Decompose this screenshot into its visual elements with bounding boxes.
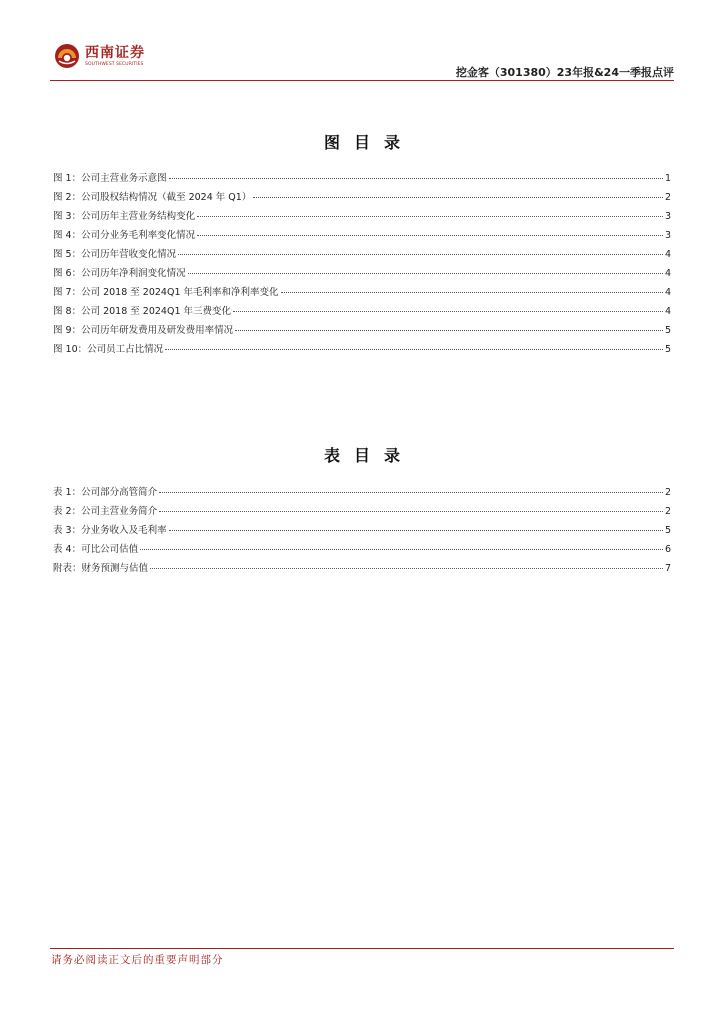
toc-entry-label[interactable]: 表 2：公司主营业务简介 [53, 506, 158, 517]
toc-entry-page[interactable]: 2 [664, 487, 671, 498]
toc-entry[interactable] [53, 484, 671, 503]
toc-entry-page[interactable]: 4 [664, 249, 671, 260]
toc-entry[interactable] [53, 560, 671, 579]
toc-entry[interactable] [53, 322, 671, 341]
toc-entry-label[interactable]: 图 7：公司 2018 至 2024Q1 年毛利率和净利率变化 [53, 287, 279, 298]
toc-entry[interactable] [53, 503, 671, 522]
toc-entry-label[interactable]: 图 10：公司员工占比情况 [53, 344, 164, 355]
toc-entry-label[interactable]: 图 2：公司股权结构情况（截至 2024 年 Q1） [53, 192, 252, 203]
toc-leader-dots [159, 511, 663, 512]
header-divider [50, 80, 674, 81]
toc-entry[interactable] [53, 227, 671, 246]
logo-mark-icon [54, 43, 80, 69]
toc-entry-page[interactable]: 5 [664, 344, 671, 355]
toc-entry[interactable] [53, 246, 671, 265]
footer-divider [50, 948, 674, 949]
toc-entry-label[interactable]: 图 3：公司历年主营业务结构变化 [53, 211, 196, 222]
toc-leader-dots [235, 330, 663, 331]
toc-entry-page[interactable]: 5 [664, 325, 671, 336]
company-logo [54, 43, 164, 73]
toc-entry-label[interactable]: 表 1：公司部分高管简介 [53, 487, 158, 498]
toc-entry[interactable] [53, 303, 671, 322]
toc-entry[interactable] [53, 284, 671, 303]
toc-entry-label[interactable]: 表 3：分业务收入及毛利率 [53, 525, 167, 536]
page-header [0, 0, 724, 82]
toc-entry-page[interactable]: 2 [664, 506, 671, 517]
toc-entry-page[interactable]: 2 [664, 192, 671, 203]
toc-entry-label[interactable]: 图 8：公司 2018 至 2024Q1 年三费变化 [53, 306, 232, 317]
report-title: 挖金客（301380）23年报&24一季报点评 [455, 66, 674, 79]
logo-name-en: SOUTHWEST SECURITIES [85, 62, 144, 67]
toc-entry[interactable] [53, 189, 671, 208]
toc-leader-dots [188, 273, 663, 274]
toc-entry-page[interactable]: 3 [664, 211, 671, 222]
toc-entry-label[interactable]: 表 4：可比公司估值 [53, 544, 139, 555]
toc-entry[interactable] [53, 541, 671, 560]
toc-leader-dots [197, 235, 663, 236]
toc-entry[interactable] [53, 170, 671, 189]
toc-entry-label[interactable]: 图 1：公司主营业务示意图 [53, 173, 167, 184]
toc-entry-label[interactable]: 图 4：公司分业务毛利率变化情况 [53, 230, 196, 241]
logo-name-cn: 西南证券 [85, 45, 145, 61]
toc-entry-label[interactable]: 图 6：公司历年净利润变化情况 [53, 268, 186, 279]
toc-leader-dots [233, 311, 663, 312]
toc-leader-dots [169, 530, 663, 531]
toc-entry-page[interactable]: 4 [664, 287, 671, 298]
toc-entry-page[interactable]: 6 [664, 544, 671, 555]
table-toc-list [53, 484, 671, 579]
table-toc-title: 表目录 [323, 446, 414, 465]
toc-entry-page[interactable]: 5 [664, 525, 671, 536]
toc-entry-page[interactable]: 3 [664, 230, 671, 241]
toc-entry-label[interactable]: 图 5：公司历年营收变化情况 [53, 249, 177, 260]
toc-entry-page[interactable]: 1 [664, 173, 671, 184]
toc-leader-dots [281, 292, 663, 293]
toc-leader-dots [165, 349, 663, 350]
toc-entry[interactable] [53, 208, 671, 227]
toc-entry[interactable] [53, 522, 671, 541]
figure-toc-title: 图目录 [323, 133, 414, 152]
figure-toc-list [53, 170, 671, 360]
toc-leader-dots [150, 568, 663, 569]
toc-entry[interactable] [53, 341, 671, 360]
toc-leader-dots [197, 216, 663, 217]
toc-leader-dots [178, 254, 663, 255]
toc-leader-dots [140, 549, 663, 550]
toc-leader-dots [253, 197, 663, 198]
toc-entry[interactable] [53, 265, 671, 284]
toc-entry-page[interactable]: 7 [664, 563, 671, 574]
footer-disclaimer: 请务必阅读正文后的重要声明部分 [51, 954, 224, 966]
toc-entry-label[interactable]: 附表：财务预测与估值 [53, 563, 149, 574]
toc-leader-dots [159, 492, 663, 493]
toc-entry-page[interactable]: 4 [664, 306, 671, 317]
toc-entry-page[interactable]: 4 [664, 268, 671, 279]
toc-entry-label[interactable]: 图 9：公司历年研发费用及研发费用率情况 [53, 325, 234, 336]
toc-leader-dots [169, 178, 663, 179]
